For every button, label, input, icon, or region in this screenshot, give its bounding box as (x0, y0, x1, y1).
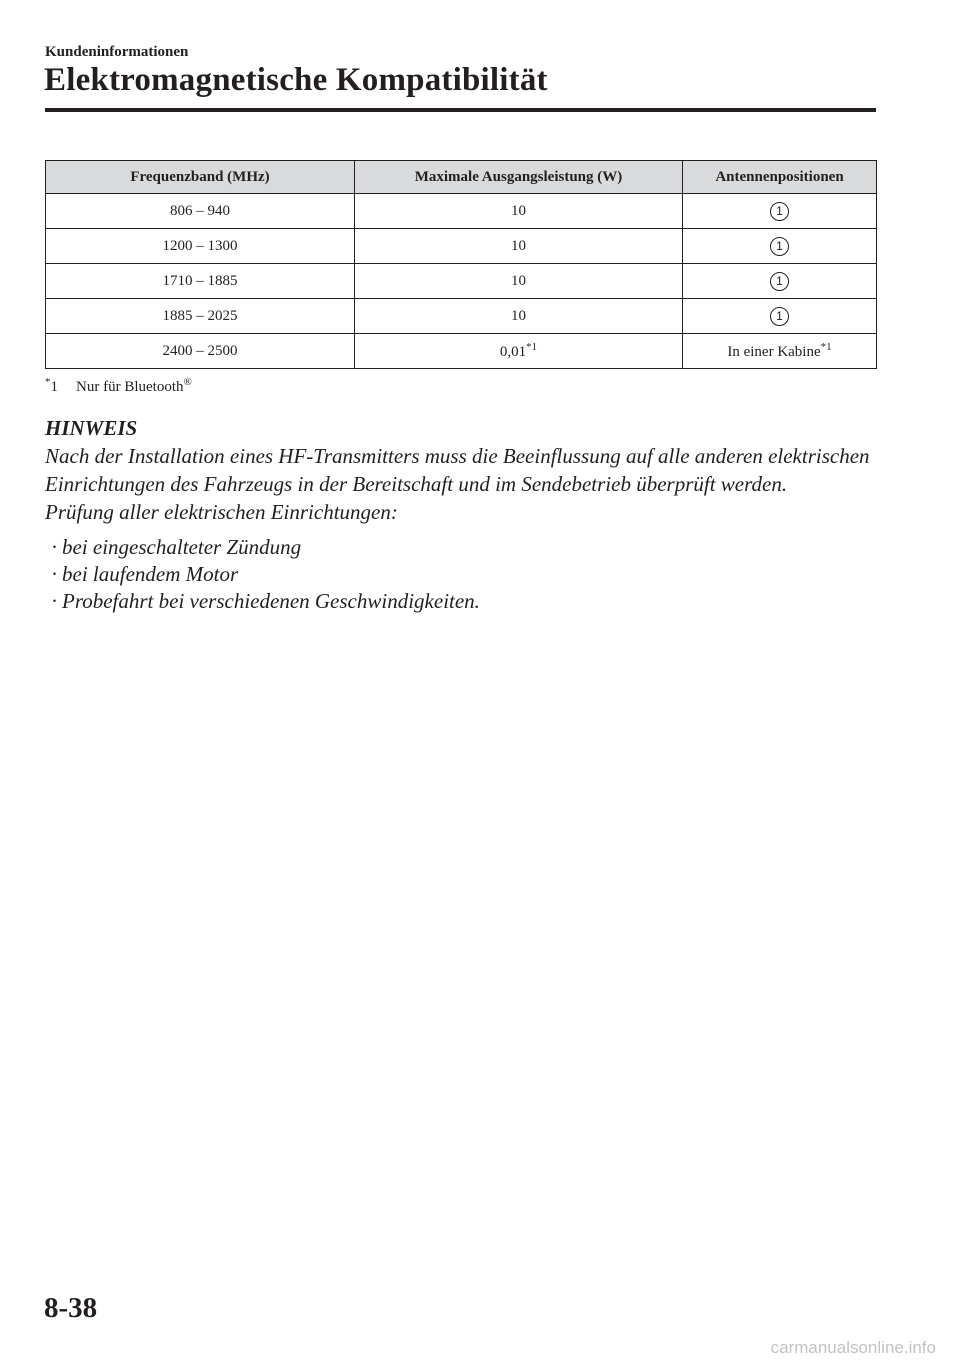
antenna-cell (683, 299, 877, 334)
list-item (45, 534, 895, 561)
antenna-cell (683, 194, 877, 229)
list-item-text: bei eingeschalteter Zündung (62, 535, 302, 559)
watermark: carmanualsonline.info (770, 1338, 936, 1357)
table-row (46, 299, 877, 334)
circled-one-icon: 1 (770, 237, 789, 256)
circled-one-icon: 1 (770, 272, 789, 291)
power-cell (355, 334, 683, 369)
table-row (46, 229, 877, 264)
antenna-cell (683, 334, 877, 369)
bullet-icon: · (51, 535, 58, 559)
note-heading: HINWEIS (45, 416, 138, 440)
check-list (45, 534, 895, 615)
page-number: 8-38 (44, 1292, 98, 1324)
frequency-table (45, 160, 877, 369)
frequency-cell: 1885 – 2025 (46, 299, 355, 334)
list-item-text: Probefahrt bei verschiedenen Geschwindigkeiten. (62, 589, 480, 613)
table-row (46, 334, 877, 369)
antenna-cell (683, 229, 877, 264)
title-divider (45, 108, 876, 112)
power-value: 0,01 (499, 344, 527, 360)
list-item-text: bei laufendem Motor (62, 562, 239, 586)
antenna-position-text: In einer Kabine (727, 344, 821, 360)
column-header-frequency: Frequenzband (MHz) (46, 161, 355, 194)
table-header-row (46, 161, 877, 194)
section-label: Kundeninformationen (45, 44, 189, 60)
footnote-marker: * (45, 376, 51, 388)
frequency-cell: 1200 – 1300 (46, 229, 355, 264)
power-cell: 10 (355, 229, 683, 264)
column-header-power: Maximale Ausgangsleistung (W) (355, 161, 683, 194)
frequency-cell: 806 – 940 (46, 194, 355, 229)
table-row (46, 194, 877, 229)
antenna-cell (683, 264, 877, 299)
bullet-icon: · (51, 589, 58, 613)
footnote-reference: *1 (526, 341, 538, 353)
registered-symbol: ® (183, 376, 192, 388)
circled-one-icon: 1 (770, 307, 789, 326)
list-item (45, 561, 895, 588)
power-cell: 10 (355, 299, 683, 334)
page-title: Elektromagnetische Kompatibilität (44, 62, 548, 98)
bullet-icon: · (51, 562, 58, 586)
circled-one-icon: 1 (770, 202, 789, 221)
frequency-cell: 1710 – 1885 (46, 264, 355, 299)
column-header-antenna: Antennenpositionen (683, 161, 877, 194)
footnote-reference: *1 (820, 341, 832, 353)
note-paragraph: Nach der Installation eines HF-Transmitters muss die Beeinflussung auf alle anderen elektrischen Einrichtungen des Fahrzeugs in der Bereitschaft und im Sendebetrieb überprüft werden. (45, 444, 870, 496)
table-footnote (45, 376, 192, 396)
frequency-cell: 2400 – 2500 (46, 334, 355, 369)
list-item (45, 588, 895, 615)
footnote-text: Nur für Bluetooth (76, 379, 184, 395)
table-row (46, 264, 877, 299)
footnote-number: 1 (50, 379, 58, 395)
note-block (45, 414, 895, 615)
check-label: Prüfung aller elektrischen Einrichtungen: (45, 500, 398, 524)
power-cell: 10 (355, 194, 683, 229)
power-cell: 10 (355, 264, 683, 299)
